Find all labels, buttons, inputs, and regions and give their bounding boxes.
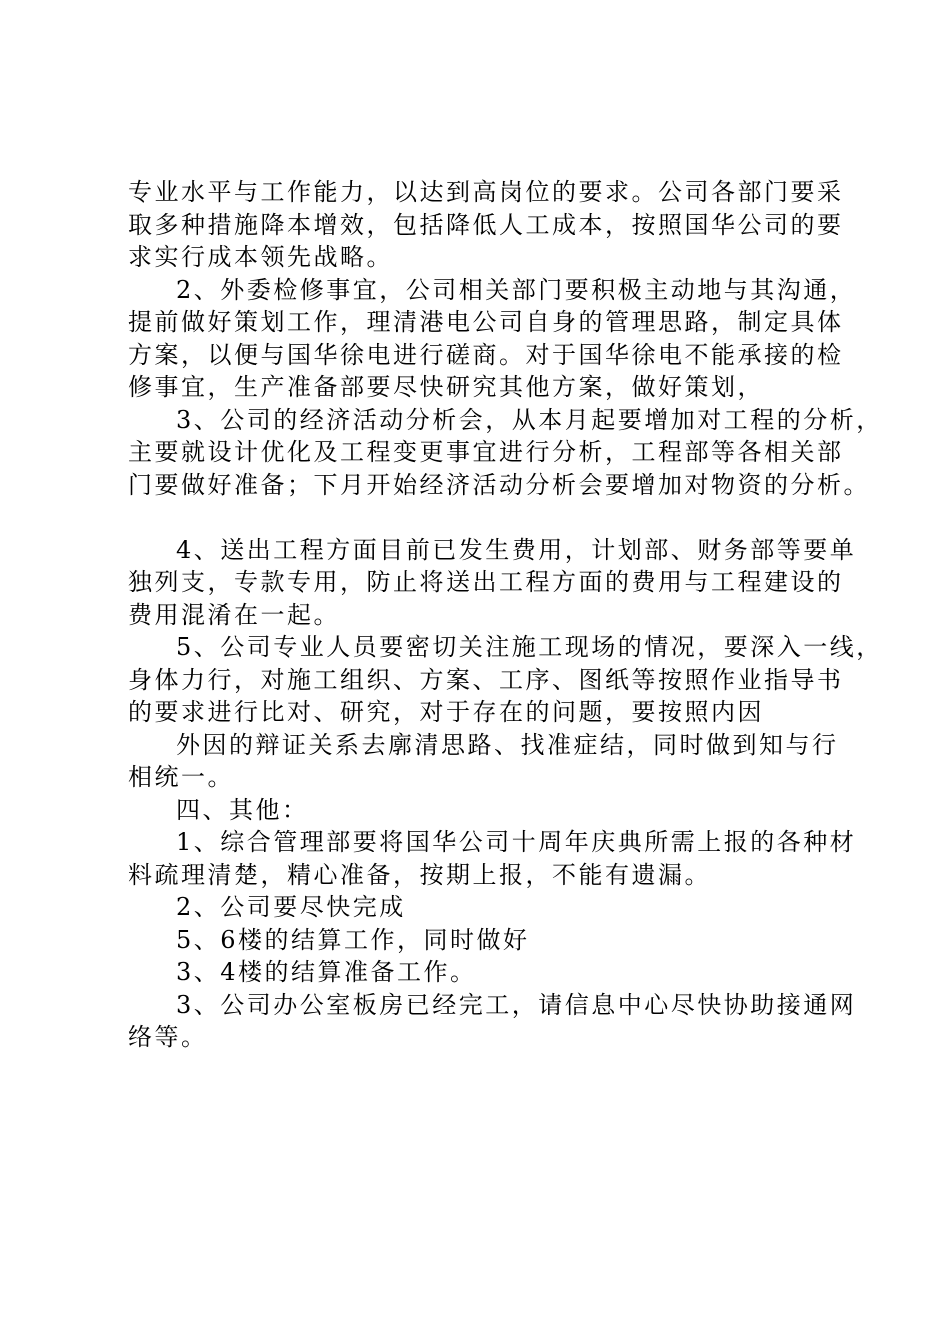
section-heading-other: 四、其他： xyxy=(176,795,309,824)
paragraph-item-3-start: 3、公司的经济活动分析会，从本月起要增加对工程的分析， xyxy=(176,405,883,434)
paragraph-gap xyxy=(128,501,834,534)
text-line-indented: 外因的辩证关系去廓清思路、找准症结，同时做到知与行 xyxy=(176,730,839,759)
text-line: 费用混淆在一起。 xyxy=(128,600,340,629)
paragraph-item-2-start: 2、外委检修事宜，公司相关部门要积极主动地与其沟通， xyxy=(176,275,857,304)
paragraph-item-4-start: 4、送出工程方面目前已发生费用，计划部、财务部等要单 xyxy=(176,535,857,564)
text-line-indented: 5、6楼的结算工作，同时做好 xyxy=(176,925,530,954)
text-line: 提前做好策划工作，理清港电公司自身的管理思路，制定具体 xyxy=(128,308,844,336)
text-line: 料疏理清楚，精心准备，按期上报，不能有遗漏。 xyxy=(128,860,711,889)
text-line: 专业水平与工作能力，以达到高岗位的要求。公司各部门要采 xyxy=(128,178,844,206)
text-line: 的要求进行比对、研究，对于存在的问题，要按照内因 xyxy=(128,698,764,726)
text-line-indented: 3、4楼的结算准备工作。 xyxy=(176,958,477,986)
text-line: 求实行成本领先战略。 xyxy=(128,243,393,271)
paragraph-other-item-2: 2、公司要尽快完成 xyxy=(176,893,406,921)
document-body xyxy=(128,176,883,1054)
text-line: 相统一。 xyxy=(128,763,234,791)
paragraph-other-item-1-start: 1、综合管理部要将国华公司十周年庆典所需上报的各种材 xyxy=(176,828,857,856)
text-line: 修事宜，生产准备部要尽快研究其他方案，做好策划， xyxy=(128,373,764,401)
text-line: 方案，以便与国华徐电进行磋商。对于国华徐电不能承接的检 xyxy=(128,340,844,369)
text-line: 络等。 xyxy=(128,1023,208,1051)
paragraph-item-5-start: 5、公司专业人员要密切关注施工现场的情况，要深入一线， xyxy=(176,633,883,661)
text-line: 门要做好准备；下月开始经济活动分析会要增加对物资的分析。 xyxy=(128,470,870,499)
text-line: 主要就设计优化及工程变更事宜进行分析，工程部等各相关部 xyxy=(128,438,844,466)
text-line: 取多种措施降本增效，包括降低人工成本，按照国华公司的要 xyxy=(128,210,844,239)
text-line: 身体力行，对施工组织、方案、工序、图纸等按照作业指导书 xyxy=(128,665,844,694)
paragraph-other-item-3-start: 3、公司办公室板房已经完工，请信息中心尽快协助接通网 xyxy=(176,990,857,1019)
text-line: 独列支，专款专用，防止将送出工程方面的费用与工程建设的 xyxy=(128,568,844,596)
